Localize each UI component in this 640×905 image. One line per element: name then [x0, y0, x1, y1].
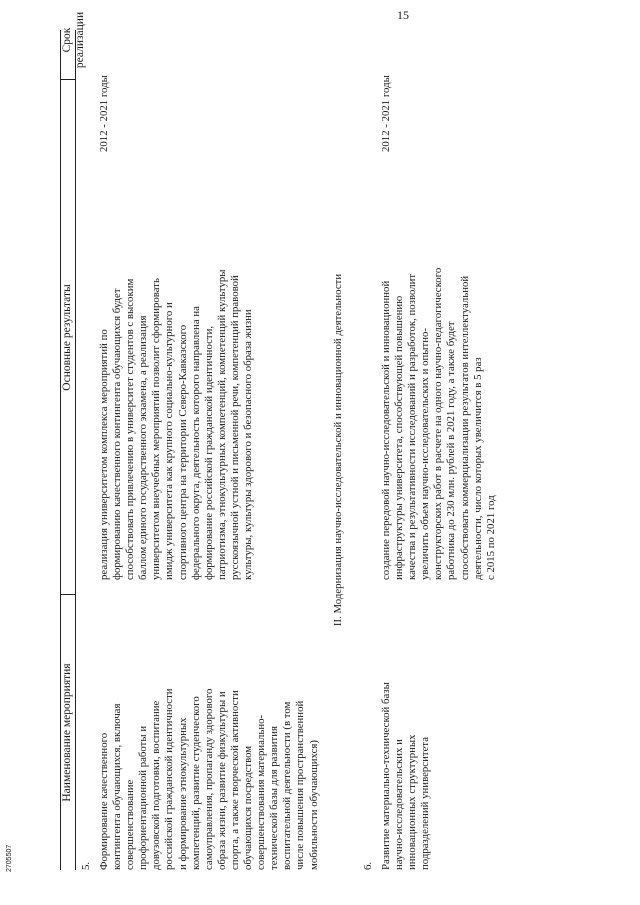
- header-name: Наименование мероприятия: [61, 663, 73, 802]
- document-id: 2705507: [6, 844, 13, 872]
- row-6-number: 6.: [362, 861, 374, 870]
- row-5-name: Формирование качественного контингента обучающихся, включая совершенствование профориентационной работы и довузовской подготовки, воспитание российской гражданской идентичности и формирование этнокультурных компетенций, развитие студенческого самоуправления, пропаганду здорового образа жизни, развитие физкультуры и спорта, а также творческой активности обучающихся посредством совершенствования материально- технической базы для развития воспитательной деятельности (в том числе повышения пространственной мобильности обучающихся): [98, 688, 320, 870]
- row-6-results: создание передовой научно-исследовательской и инновационной инфраструктуры университета, способствующей повышению качества и результативности исследований и разработок, позволит увеличить объем научно-исследовательских и опытно- конструкторских работ в расчете на одного научно-педагогического работника до 230 млн. рублей в 2021 году, а также будет способствовать коммерциализации результатов интеллектуальной деятельности, число которых увеличится в 5 раз с 2015 по 2021 год: [380, 267, 497, 580]
- section-header: II. Модернизация научно-исследовательской и инновационной деятельности: [332, 273, 344, 627]
- rotated-table: [60, 11, 585, 870]
- header-results: Основные результаты: [61, 284, 73, 391]
- header-term: Срок реализации: [61, 11, 87, 69]
- row-6-term: 2012 - 2021 годы: [380, 75, 392, 152]
- row-5-term: 2012 - 2021 годы: [98, 75, 110, 152]
- row-5-number: 5.: [80, 861, 92, 870]
- page-number: 15: [397, 8, 409, 22]
- header-bottom-rule: [75, 30, 76, 870]
- row-6-name: Развитие материально-технической базы научно-исследовательских и инновационных структурных подразделений университета: [380, 682, 432, 870]
- row-5-results: реализация университетом комплекса мероприятий по формированию качественного контингента обучающихся будет способствовать привлечению в университет студентов с высоким баллом единого государственного экзамена, а реализация университетом внеучебных мероприятий позволит сформировать имидж университета как крупного социально-культурного и спортивного центра на территории Северо-Кавказского федерального округа, деятельность которого направлена на формирование российской гражданской идентичности, патриотизма, этнокультурных компетенций, компетенций культуры русскоязычной устной и письменной речи, компетенций правовой культуры, культуры здорового и безопасного образа жизни: [98, 269, 255, 580]
